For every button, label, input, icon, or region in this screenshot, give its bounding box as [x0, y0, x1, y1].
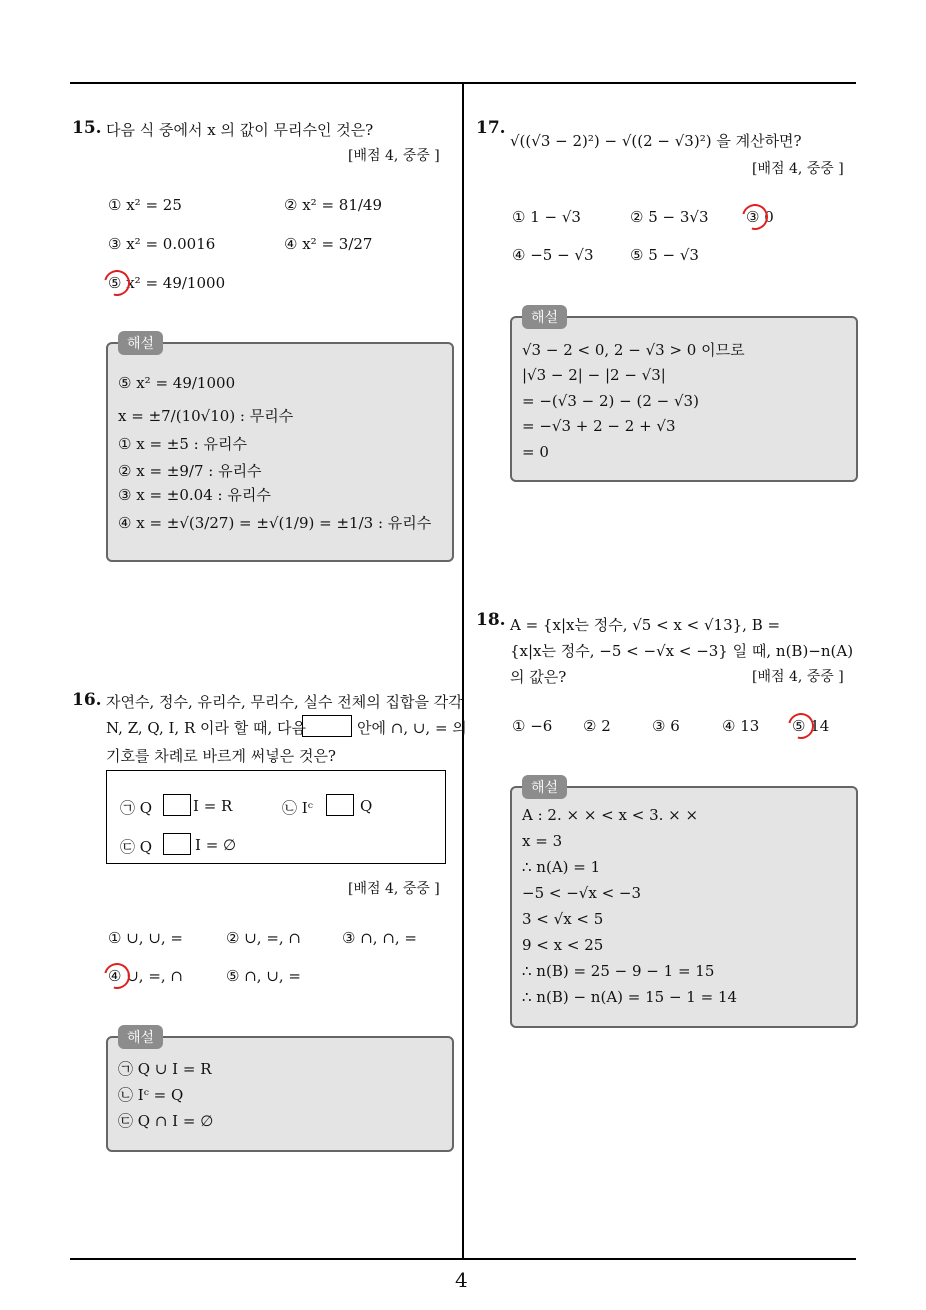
solution-line: |√3 − 2| − |2 − √3| — [522, 366, 666, 384]
question-meta: [배점 4, 중중 ] — [348, 881, 440, 897]
choice-4[interactable]: ④ 13 — [722, 717, 760, 735]
question-text-line-3: 기호를 차례로 바르게 써넣은 것은? — [106, 747, 336, 765]
choice-3[interactable]: ③ 0 — [746, 208, 774, 226]
choice-2[interactable]: ② ∪, =, ∩ — [226, 929, 301, 947]
solution-line: x = ±7/(10√10) : 무리수 — [118, 407, 294, 425]
choice-2[interactable]: ② 5 − 3√3 — [630, 208, 709, 226]
blank-box — [163, 833, 191, 855]
expr-c-right: I = ∅ — [195, 836, 237, 854]
choice-1[interactable]: ① −6 — [512, 717, 553, 735]
solution-line: 3 < √x < 5 — [522, 910, 604, 928]
choice-4[interactable]: ④ x² = 3/27 — [284, 235, 373, 253]
answer-mark-icon — [99, 265, 135, 301]
expr-b-left: ㉡ Iᶜ — [282, 799, 313, 817]
solution-tag: 해설 — [118, 1025, 163, 1049]
solution-line: ㉢ Q ∩ I = ∅ — [118, 1112, 214, 1130]
answer-mark-icon — [737, 199, 773, 235]
solution-line: ∴ n(B) = 25 − 9 − 1 = 15 — [522, 962, 715, 980]
question-text-line-2a: N, Z, Q, I, R 이라 할 때, 다음 — [106, 719, 307, 737]
solution-line: ④ x = ±√(3/27) = ±√(1/9) = ±1/3 : 유리수 — [118, 514, 432, 532]
choice-5[interactable]: ⑤ 14 — [792, 717, 830, 735]
bottom-rule — [70, 1258, 856, 1260]
question-text-line-2: {x|x는 정수, −5 < −√x < −3} 일 때, n(B)−n(A) — [510, 642, 854, 660]
solution-line: 9 < x < 25 — [522, 936, 604, 954]
choice-3[interactable]: ③ ∩, ∩, = — [342, 929, 417, 947]
expr-c-left: ㉢ Q — [120, 838, 153, 856]
question-number: 17. — [476, 118, 506, 138]
question-meta: [배점 4, 중중 ] — [348, 148, 440, 164]
solution-line: ㉠ Q ∪ I = R — [118, 1060, 212, 1078]
choice-1[interactable]: ① 1 − √3 — [512, 208, 581, 226]
question-text-line-1: 자연수, 정수, 유리수, 무리수, 실수 전체의 집합을 각각 — [106, 693, 463, 711]
blank-box — [302, 715, 352, 737]
solution-line: ① x = ±5 : 유리수 — [118, 435, 247, 453]
question-text-line-3: 의 값은? — [510, 668, 567, 686]
choice-5[interactable]: ⑤ 5 − √3 — [630, 246, 699, 264]
question-number: 18. — [476, 610, 506, 630]
expr-b-right: Q — [360, 797, 373, 815]
choice-4[interactable]: ④ ∪, =, ∩ — [108, 967, 183, 985]
choice-4[interactable]: ④ −5 − √3 — [512, 246, 594, 264]
solution-tag: 해설 — [522, 775, 567, 799]
question-number: 15. — [72, 118, 102, 138]
expression-frame — [106, 770, 446, 864]
expr-a-right: I = R — [193, 797, 233, 815]
question-meta: [배점 4, 중중 ] — [752, 161, 844, 177]
solution-line: = −√3 + 2 − 2 + √3 — [522, 417, 676, 435]
solution-line: ㉡ Iᶜ = Q — [118, 1086, 184, 1104]
question-meta: [배점 4, 중중 ] — [752, 669, 844, 685]
solution-line: ② x = ±9/7 : 유리수 — [118, 462, 262, 480]
expr-a-left: ㉠ Q — [120, 799, 153, 817]
question-number: 16. — [72, 690, 102, 710]
answer-mark-icon — [783, 708, 819, 744]
solution-line: x = 3 — [522, 832, 563, 850]
answer-mark-icon — [99, 958, 135, 994]
solution-tag: 해설 — [118, 331, 163, 355]
solution-line: ⑤ x² = 49/1000 — [118, 374, 236, 392]
solution-line: ∴ n(B) − n(A) = 15 − 1 = 14 — [522, 988, 738, 1006]
column-divider — [462, 82, 464, 1260]
page-number: 4 — [455, 1268, 468, 1292]
blank-box — [163, 794, 191, 816]
question-text-line-1: A = {x|x는 정수, √5 < x < √13}, B = — [510, 616, 781, 634]
solution-line: A : 2. × × < x < 3. × × — [522, 806, 699, 824]
choice-3[interactable]: ③ 6 — [652, 717, 680, 735]
solution-line: = −(√3 − 2) − (2 − √3) — [522, 392, 699, 410]
solution-tag: 해설 — [522, 305, 567, 329]
solution-line: = 0 — [522, 443, 549, 461]
choice-2[interactable]: ② x² = 81/49 — [284, 196, 383, 214]
solution-line: −5 < −√x < −3 — [522, 884, 642, 902]
question-text: 다음 식 중에서 x 의 값이 무리수인 것은? — [106, 121, 374, 139]
question-text: √((√3 − 2)²) − √((2 − √3)²) 을 계산하면? — [510, 132, 802, 150]
choice-1[interactable]: ① x² = 25 — [108, 196, 182, 214]
solution-line: ③ x = ±0.04 : 유리수 — [118, 486, 271, 504]
choice-2[interactable]: ② 2 — [583, 717, 611, 735]
blank-box — [326, 794, 354, 816]
solution-line: ∴ n(A) = 1 — [522, 858, 601, 876]
question-text-line-2b: 안에 ∩, ∪, = 의 — [357, 719, 467, 737]
choice-1[interactable]: ① ∪, ∪, = — [108, 929, 183, 947]
choice-5[interactable]: ⑤ ∩, ∪, = — [226, 967, 301, 985]
choice-3[interactable]: ③ x² = 0.0016 — [108, 235, 216, 253]
choice-5[interactable]: ⑤ x² = 49/1000 — [108, 274, 226, 292]
solution-line: √3 − 2 < 0, 2 − √3 > 0 이므로 — [522, 341, 745, 359]
